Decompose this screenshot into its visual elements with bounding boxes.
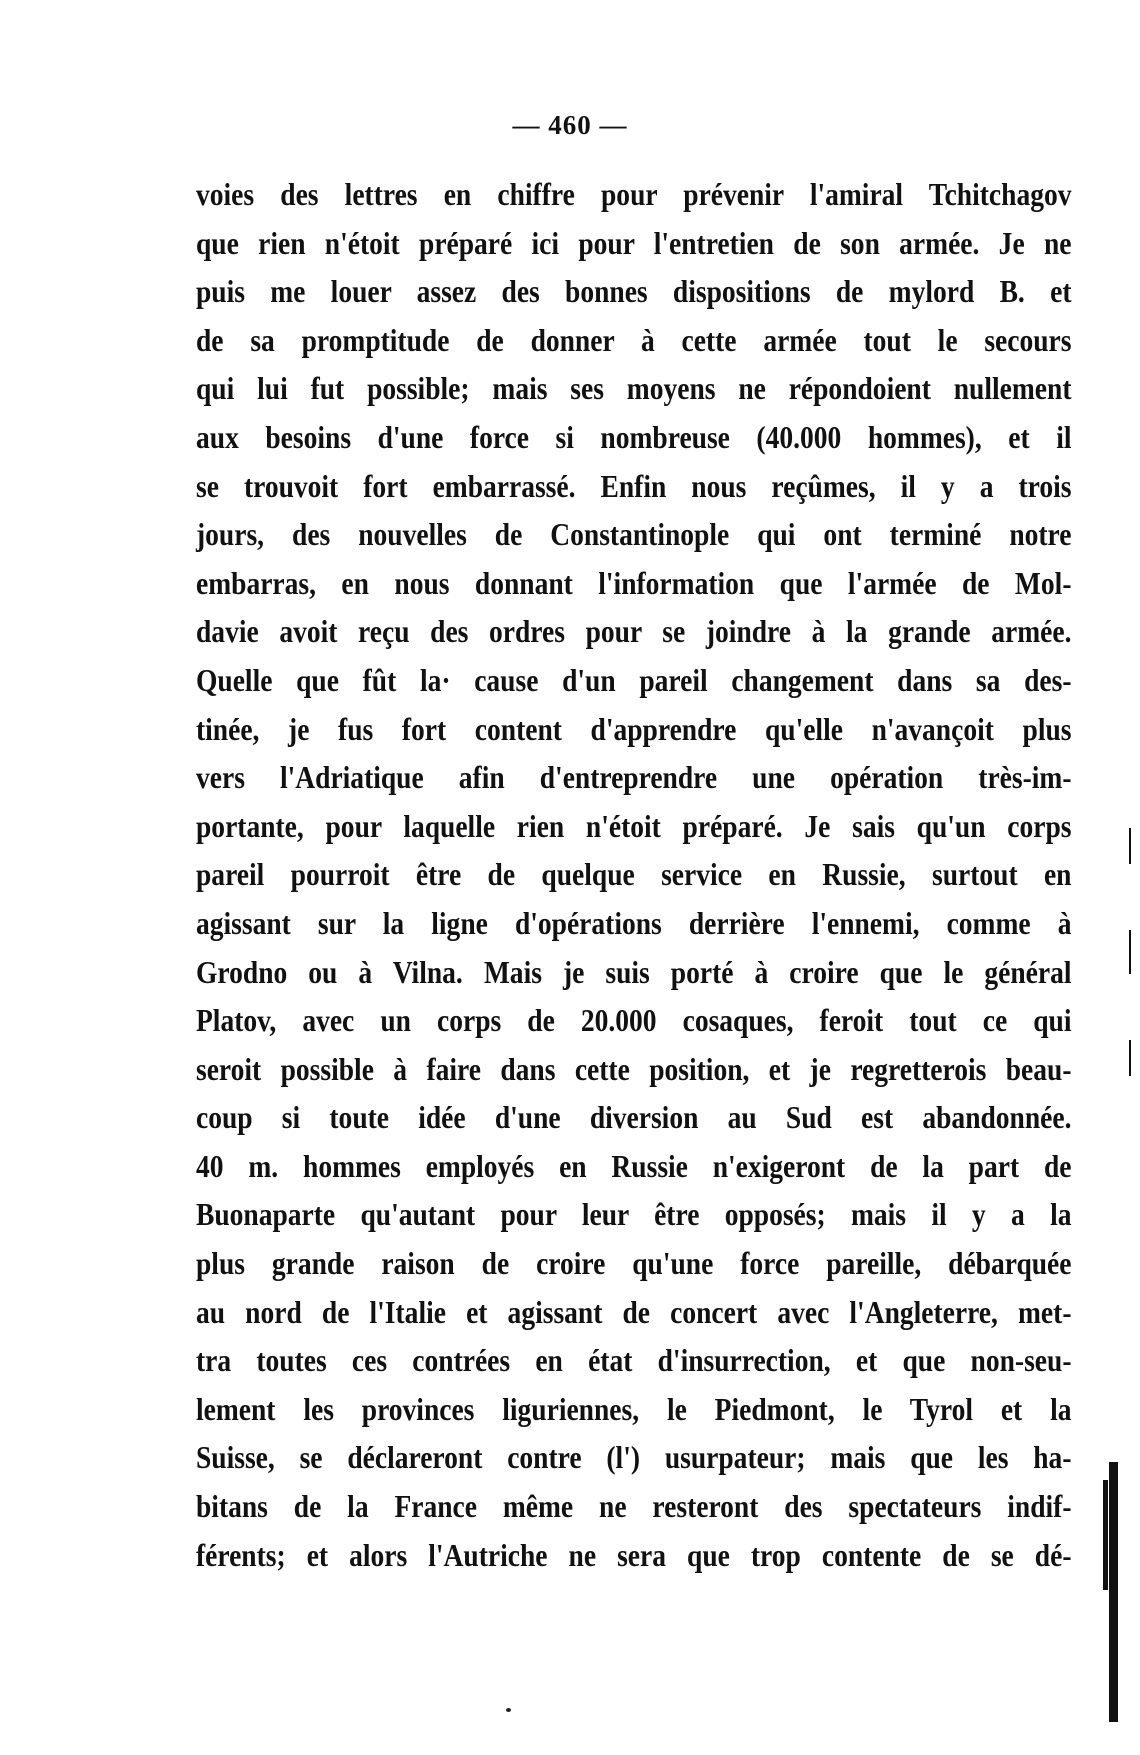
text-line: Suisse, se déclareront contre (l') usurpateur; mais que les ha- [196,1439,1072,1476]
text-line: agissant sur la ligne d'opérations derrière l'ennemi, comme à [196,904,1072,941]
text-line: Grodno ou à Vilna. Mais je suis porté à croire que le général [196,953,1072,990]
text-line: au nord de l'Italie et agissant de concert avec l'Angleterre, met- [196,1293,1072,1330]
text-line: davie avoit reçu des ordres pour se joindre à la grande armée. [196,613,1072,650]
dust-speck [506,1708,511,1712]
text-line: Quelle que fût la· cause d'un pareil changement dans sa des- [196,661,1072,698]
text-line: aux besoins d'une force si nombreuse (40.000 hommes), et il [196,418,1072,455]
text-line: tra toutes ces contrées en état d'insurrection, et que non-seu- [196,1342,1072,1379]
scan-edge-mark [1129,828,1131,864]
text-line: se trouvoit fort embarrassé. Enfin nous reçûmes, il y a trois [196,467,1072,504]
text-line: que rien n'étoit préparé ici pour l'entretien de son armée. Je ne [196,224,1072,261]
scan-edge-shadow [1103,1480,1108,1590]
body-text [196,170,1072,1579]
text-line: vers l'Adriatique afin d'entreprendre une opération très-im- [196,759,1072,796]
scan-edge-shadow [1109,1462,1118,1722]
text-line: bitans de la France même ne resteront des spectateurs indif- [196,1488,1072,1525]
text-line: jours, des nouvelles de Constantinople qui ont terminé notre [196,516,1072,553]
scan-edge-mark [1129,930,1131,974]
scan-edge-mark [1129,1040,1131,1076]
text-line: puis me louer assez des bonnes dispositions de mylord B. et [196,273,1072,310]
text-line: qui lui fut possible; mais ses moyens ne répondoient nullement [196,370,1072,407]
text-line: lement les provinces liguriennes, le Piedmont, le Tyrol et la [196,1390,1072,1427]
page-number: — 460 — [512,110,628,140]
text-line: de sa promptitude de donner à cette armée tout le secours [196,321,1072,358]
text-line: embarras, en nous donnant l'information que l'armée de Mol- [196,564,1072,601]
text-line: pareil pourroit être de quelque service en Russie, surtout en [196,856,1072,893]
text-line: Buonaparte qu'autant pour leur être opposés; mais il y a la [196,1196,1072,1233]
text-line: seroit possible à faire dans cette position, et je regretterois beau- [196,1050,1072,1087]
text-line: férents; et alors l'Autriche ne sera que trop contente de se dé- [196,1536,1072,1573]
text-line: 40 m. hommes employés en Russie n'exigeront de la part de [196,1147,1072,1184]
text-line: plus grande raison de croire qu'une force pareille, débarquée [196,1245,1072,1282]
text-line: tinée, je fus fort content d'apprendre qu'elle n'avançoit plus [196,710,1072,747]
text-line: Platov, avec un corps de 20.000 cosaques, feroit tout ce qui [196,1002,1072,1039]
text-line: coup si toute idée d'une diversion au Sud est abandonnée. [196,1099,1072,1136]
text-line: voies des lettres en chiffre pour prévenir l'amiral Tchitchagov [196,176,1072,212]
text-line: portante, pour laquelle rien n'étoit préparé. Je sais qu'un corps [196,807,1072,844]
